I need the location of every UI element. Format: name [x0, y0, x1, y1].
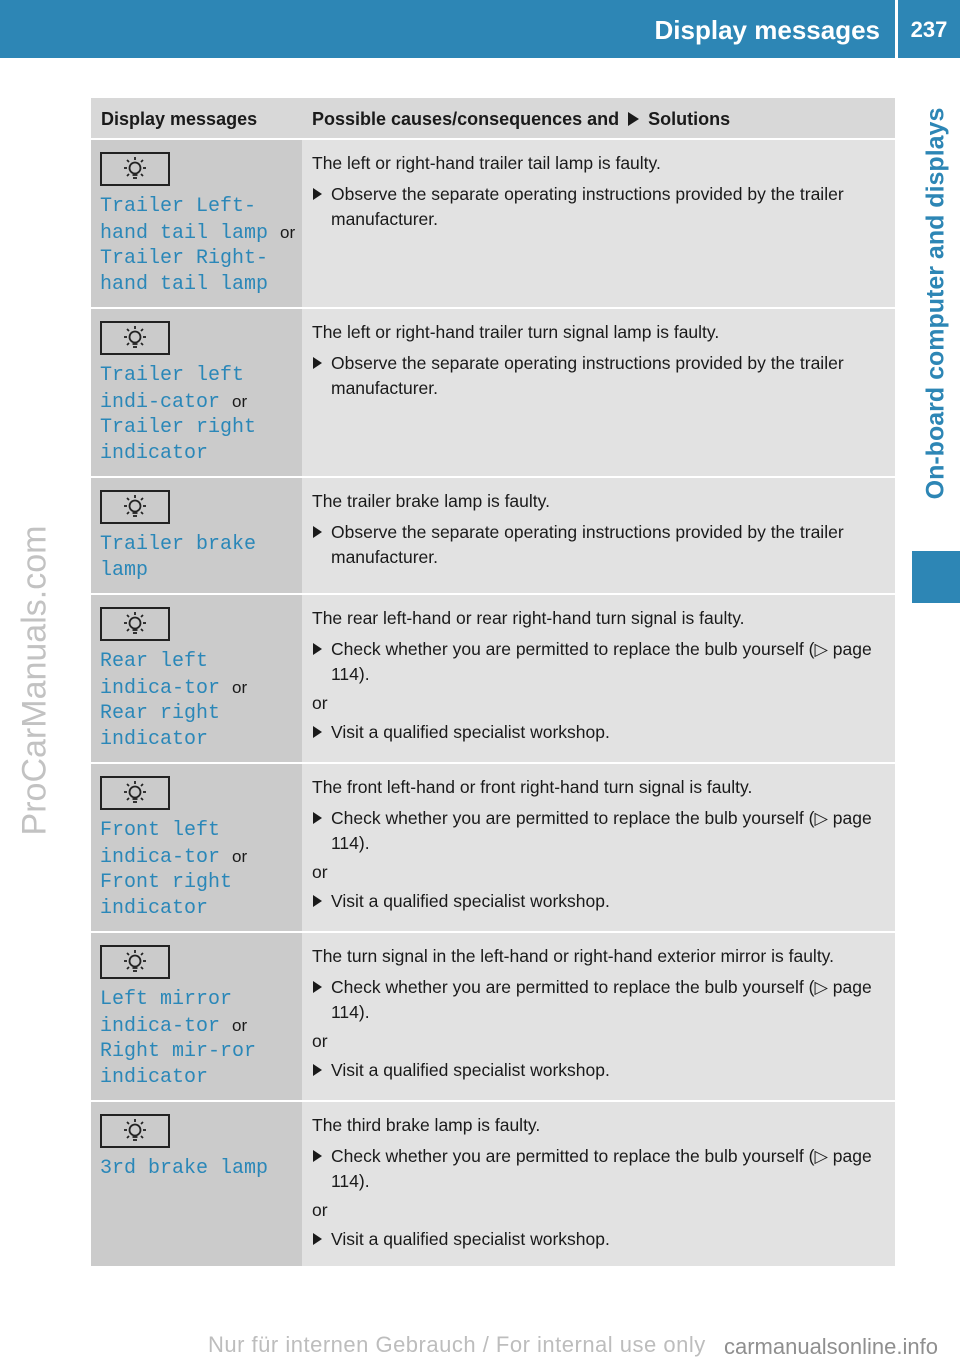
step-arrow-icon [313, 357, 322, 369]
page-number: 237 [910, 17, 948, 42]
display-message-text: 3rd brake lamp [100, 1157, 269, 1180]
step-arrow-icon [313, 1150, 322, 1162]
column-header-solutions: Possible causes/consequences and Solutions [302, 98, 895, 139]
cause-text: The front left-hand or front right-hand turn signal is faulty. [312, 777, 753, 797]
column-header-display-messages: Display messages [91, 98, 302, 139]
solution-step: Observe the separate operating instructions provided by the trailer manufacturer. [312, 351, 881, 401]
step-arrow-icon [313, 643, 322, 655]
solution-step: Visit a qualified specialist workshop. [312, 889, 881, 914]
table-row [91, 763, 895, 932]
or-separator: or [312, 693, 328, 713]
side-tab-label: On-board computer and displays [921, 107, 950, 499]
display-message-cell [91, 477, 302, 594]
bulb-warning-icon [100, 321, 170, 355]
side-tab-marker [912, 551, 960, 603]
display-message-text: Trailer Left-hand tail lamp or Trailer Right-hand tail lamp [100, 195, 296, 296]
bulb-svg [118, 780, 152, 806]
internal-use-watermark: Nur für internen Gebrauch / For internal use only [208, 1332, 706, 1357]
solution-step: Observe the separate operating instructions provided by the trailer manufacturer. [312, 182, 881, 232]
display-message-cell [91, 139, 302, 308]
or-separator: or [312, 1200, 328, 1220]
table-row [91, 932, 895, 1101]
bulb-svg [118, 494, 152, 520]
table-row [91, 1101, 895, 1266]
step-arrow-icon [313, 1233, 322, 1245]
cause-text: The third brake lamp is faulty. [312, 1115, 541, 1135]
bulb-warning-icon [100, 945, 170, 979]
solution-cell [302, 763, 895, 932]
cause-text: The left or right-hand trailer tail lamp is faulty. [312, 153, 661, 173]
display-message-cell [91, 932, 302, 1101]
solution-cell [302, 932, 895, 1101]
table-row [91, 139, 895, 308]
solution-step: Check whether you are permitted to replace the bulb yourself (▷ page 114). [312, 806, 881, 856]
display-message-text: Rear left indica‑tor or Rear right indicator [100, 650, 248, 751]
bulb-svg [118, 156, 152, 182]
left-watermark: ProCarManuals.com [15, 525, 54, 835]
solution-cell [302, 139, 895, 308]
cause-text: The rear left-hand or rear right-hand turn signal is faulty. [312, 608, 745, 628]
step-arrow-icon [313, 726, 322, 738]
or-separator: or [312, 1031, 328, 1051]
step-arrow-icon [313, 895, 322, 907]
solution-step: Check whether you are permitted to replace the bulb yourself (▷ page 114). [312, 637, 881, 687]
solution-cell [302, 308, 895, 477]
cause-text: The left or right-hand trailer turn signal lamp is faulty. [312, 322, 720, 342]
solution-step: Observe the separate operating instructions provided by the trailer manufacturer. [312, 520, 881, 570]
display-messages-table [91, 98, 895, 1266]
display-message-text: Trailer left indi‑cator or Trailer right indicator [100, 364, 257, 465]
table-header-row [91, 98, 895, 139]
bulb-warning-icon [100, 1114, 170, 1148]
solution-step: Check whether you are permitted to replace the bulb yourself (▷ page 114). [312, 1144, 881, 1194]
display-message-text: Left mirror indica‑tor or Right mir‑ror indicator [100, 988, 257, 1089]
cause-text: The trailer brake lamp is faulty. [312, 491, 550, 511]
site-watermark: carmanualsonline.info [723, 1334, 938, 1359]
display-message-cell [91, 308, 302, 477]
solution-step: Visit a qualified specialist workshop. [312, 1227, 881, 1252]
bulb-svg [118, 949, 152, 975]
step-arrow-icon [313, 812, 322, 824]
solution-cell [302, 477, 895, 594]
step-arrow-icon [313, 188, 322, 200]
table-row [91, 594, 895, 763]
display-message-cell [91, 1101, 302, 1266]
bulb-warning-icon [100, 607, 170, 641]
footer-watermark [0, 1332, 960, 1362]
solution-step: Visit a qualified specialist workshop. [312, 1058, 881, 1083]
display-message-cell [91, 594, 302, 763]
solution-cell [302, 1101, 895, 1266]
bulb-warning-icon [100, 490, 170, 524]
table-row [91, 477, 895, 594]
display-message-text: Front left indica‑tor or Front right indicator [100, 819, 248, 920]
display-message-cell [91, 763, 302, 932]
section-title: Display messages [654, 15, 880, 45]
bulb-svg [118, 325, 152, 351]
or-separator: or [312, 862, 328, 882]
step-arrow-icon [313, 981, 322, 993]
display-message-text: Trailer brake lamp [100, 533, 257, 582]
bulb-svg [118, 611, 152, 637]
table-row [91, 308, 895, 477]
solution-arrow-icon [628, 112, 639, 126]
solution-step: Check whether you are permitted to replace the bulb yourself (▷ page 114). [312, 975, 881, 1025]
step-arrow-icon [313, 526, 322, 538]
bulb-svg [118, 1118, 152, 1144]
solution-cell [302, 594, 895, 763]
bulb-warning-icon [100, 776, 170, 810]
step-arrow-icon [313, 1064, 322, 1076]
solution-step: Visit a qualified specialist workshop. [312, 720, 881, 745]
bulb-warning-icon [100, 152, 170, 186]
cause-text: The turn signal in the left-hand or right-hand exterior mirror is faulty. [312, 946, 834, 966]
